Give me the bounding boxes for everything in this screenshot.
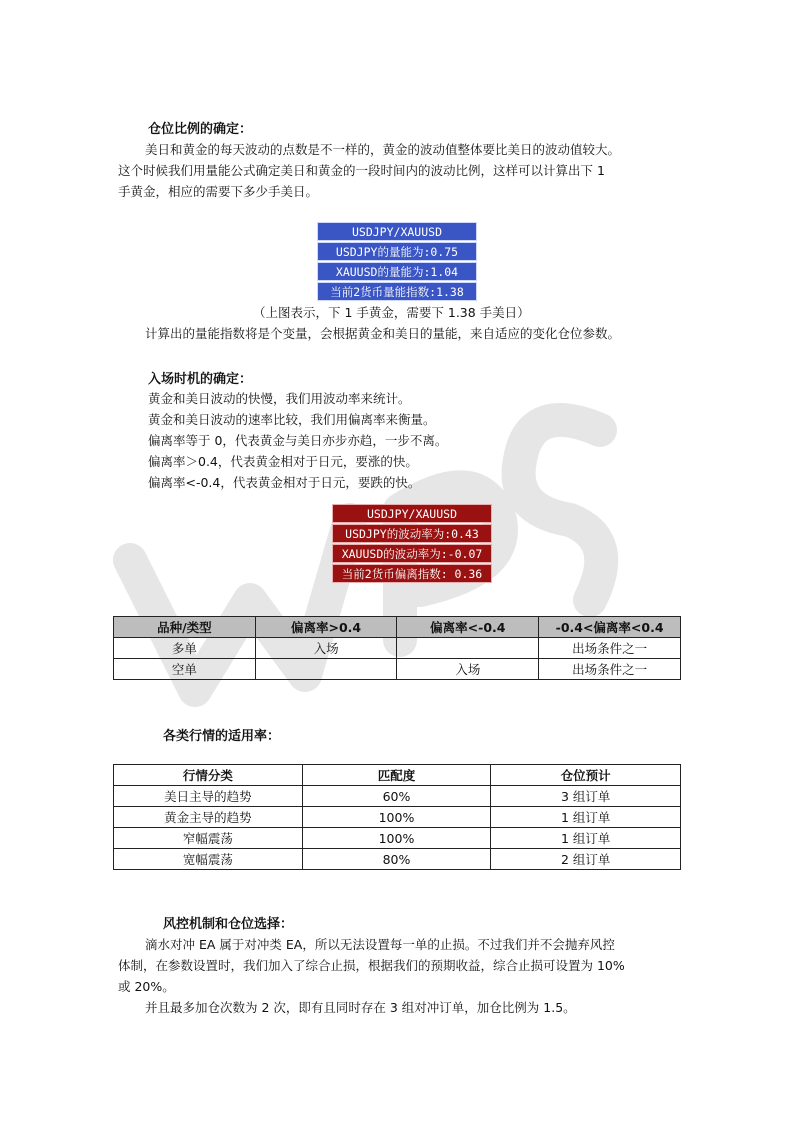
image-caption: （上图表示，下 1 手黄金，需要下 1.38 手美日） [253,305,530,320]
table-cell: 窄幅震荡 [114,828,303,849]
table-cell: 2 组订单 [491,849,681,870]
paragraph-line: 计算出的量能指数将是个变量，会根据黄金和美日的量能，来自适应的变化仓位参数。 [145,326,621,341]
table-cell: 1 组订单 [491,828,681,849]
table-cell: 多单 [114,638,256,659]
table-header-cell: -0.4<偏离率<0.4 [539,617,681,638]
paragraph-line: 体制，在参数设置时，我们加入了综合止损，根据我们的预期收益，综合止损可设置为 10% [118,958,625,973]
paragraph-line: 这个时候我们用量能公式确定美日和黄金的一段时间内的波动比例，这样可以计算出下 1 [118,163,605,178]
table-cell [397,638,539,659]
table-row [114,828,681,849]
paragraph-line: 美日和黄金的每天波动的点数是不一样的，黄金的波动值整体要比美日的波动值较大。 [145,142,621,157]
table-cell [255,659,397,680]
paragraph-line: 手黄金，相应的需要下多少手美日。 [118,184,319,199]
table-cell: 100% [302,807,491,828]
paragraph-line: 偏离率<-0.4，代表黄金相对于日元，要跌的快。 [148,475,421,490]
table-cell: 宽幅震荡 [114,849,303,870]
paragraph-line: 黄金和美日波动的速率比较，我们用偏离率来衡量。 [148,412,436,427]
table-cell: 黄金主导的趋势 [114,807,303,828]
table-header-cell: 仓位预计 [491,765,681,786]
section-heading-entry-timing: 入场时机的确定： [148,372,253,387]
table-row [114,786,681,807]
table-cell: 入场 [397,659,539,680]
table-row [114,659,681,680]
panel-line: 当前2货币量能指数:1.38 [317,282,477,301]
table-cell: 1 组订单 [491,807,681,828]
table-cell: 80% [302,849,491,870]
paragraph-line: 并且最多加仓次数为 2 次，即有且同时存在 3 组对冲订单，加仓比例为 1.5。 [145,1000,576,1015]
table-cell: 60% [302,786,491,807]
table-header-cell: 品种/类型 [114,617,256,638]
paragraph-line: 偏离率＞0.4，代表黄金相对于日元，要涨的快。 [148,454,418,469]
table-cell: 出场条件之一 [539,659,681,680]
section-heading-risk-control: 风控机制和仓位选择： [163,917,294,932]
table-header-row [114,765,681,786]
table-cell: 空单 [114,659,256,680]
section-heading-applicability: 各类行情的适用率： [163,729,281,744]
paragraph-line: 或 20%。 [118,979,175,994]
section-heading-position-ratio: 仓位比例的确定： [148,122,253,137]
panel-line: USDJPY的量能为:0.75 [317,242,477,261]
table-cell: 3 组订单 [491,786,681,807]
table-header-row [114,617,681,638]
panel-line: XAUUSD的波动率为:-0.07 [332,544,492,563]
table-header-cell: 偏离率>0.4 [255,617,397,638]
table-header-cell: 行情分类 [114,765,303,786]
table-header-cell: 偏离率<-0.4 [397,617,539,638]
panel-line: 当前2货币偏离指数: 0.36 [332,564,492,583]
panel-title: USDJPY/XAUUSD [332,504,492,523]
table-row [114,849,681,870]
entry-condition-table [113,616,681,680]
paragraph-line: 滴水对冲 EA 属于对冲类 EA，所以无法设置每一单的止损。不过我们并不会抛弃风控 [145,937,615,952]
table-row [114,807,681,828]
table-header-cell: 匹配度 [302,765,491,786]
paragraph-line: 黄金和美日波动的快慢，我们用波动率来统计。 [148,391,411,406]
table-cell: 出场条件之一 [539,638,681,659]
market-applicability-table [113,764,681,870]
panel-line: XAUUSD的量能为:1.04 [317,262,477,281]
table-cell: 美日主导的趋势 [114,786,303,807]
panel-line: USDJPY的波动率为:0.43 [332,524,492,543]
table-cell: 100% [302,828,491,849]
panel-title: USDJPY/XAUUSD [317,222,477,241]
table-cell: 入场 [255,638,397,659]
table-row [114,638,681,659]
paragraph-line: 偏离率等于 0，代表黄金与美日亦步亦趋，一步不离。 [148,433,448,448]
